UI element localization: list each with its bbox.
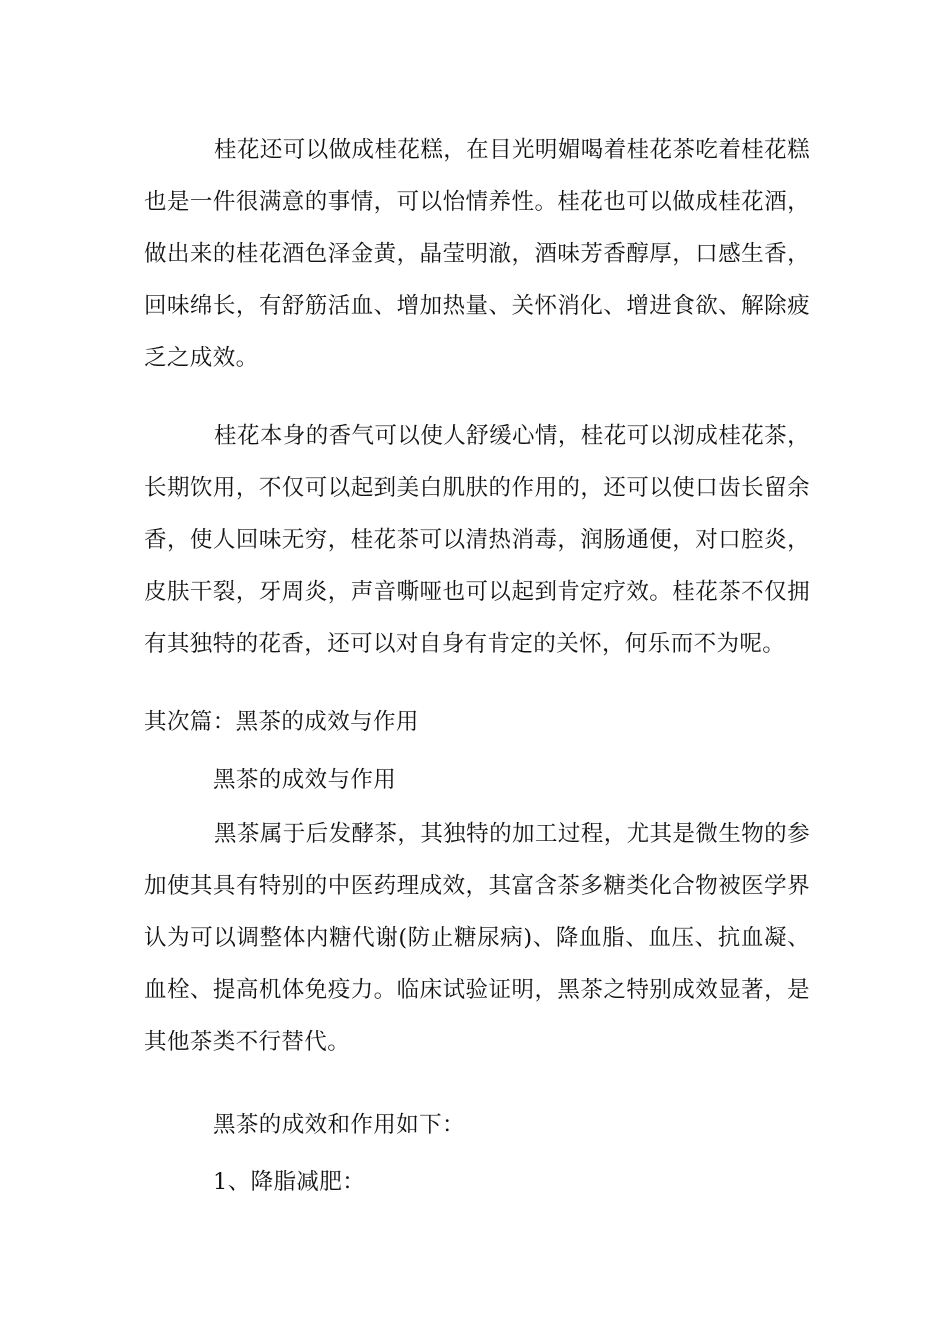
paragraph-dark-tea-intro: 黑茶属于后发酵茶，其独特的加工过程，尤其是微生物的参加使其具有特别的中医药理成效，其富含茶多糖类化合物被医学界认为可以调整体内糖代谢(防止糖尿病)、降血脂、血压、抗血凝、血栓、提高机体免疫力。临床试验证明，黑茶之特别成效显著，是其他茶类不行替代。 xyxy=(144,821,810,1055)
paragraph-osmanthus-tea: 桂花本身的香气可以使人舒缓心情，桂花可以沏成桂花茶，长期饮用，不仅可以起到美白肌肤的作用的，还可以使口齿长留余香，使人回味无穷，桂花茶可以清热消毒，润肠通便，对口腔炎，皮肤干裂，牙周炎，声音嘶哑也可以起到肯定疗效。桂花茶不仅拥有其独特的花香，还可以对自身有肯定的关怀，何乐而不为呢。 xyxy=(144,423,810,657)
section-heading: 其次篇：黑茶的成效与作用 xyxy=(144,709,419,735)
intro-line: 黑茶的成效和作用如下： xyxy=(213,1112,465,1138)
paragraph-osmanthus-cake-wine: 桂花还可以做成桂花糕，在目光明媚喝着桂花茶吃着桂花糕也是一件很满意的事情，可以怡情养性。桂花也可以做成桂花酒，做出来的桂花酒色泽金黄，晶莹明澈，酒味芳香醇厚，口感生香，回味绵长，有舒筋活血、增加热量、关怀消化、增进食欲、解除疲乏之成效。 xyxy=(144,137,810,371)
list-item-1: 1、降脂减肥： xyxy=(213,1169,366,1195)
sub-heading: 黑茶的成效与作用 xyxy=(213,767,397,793)
